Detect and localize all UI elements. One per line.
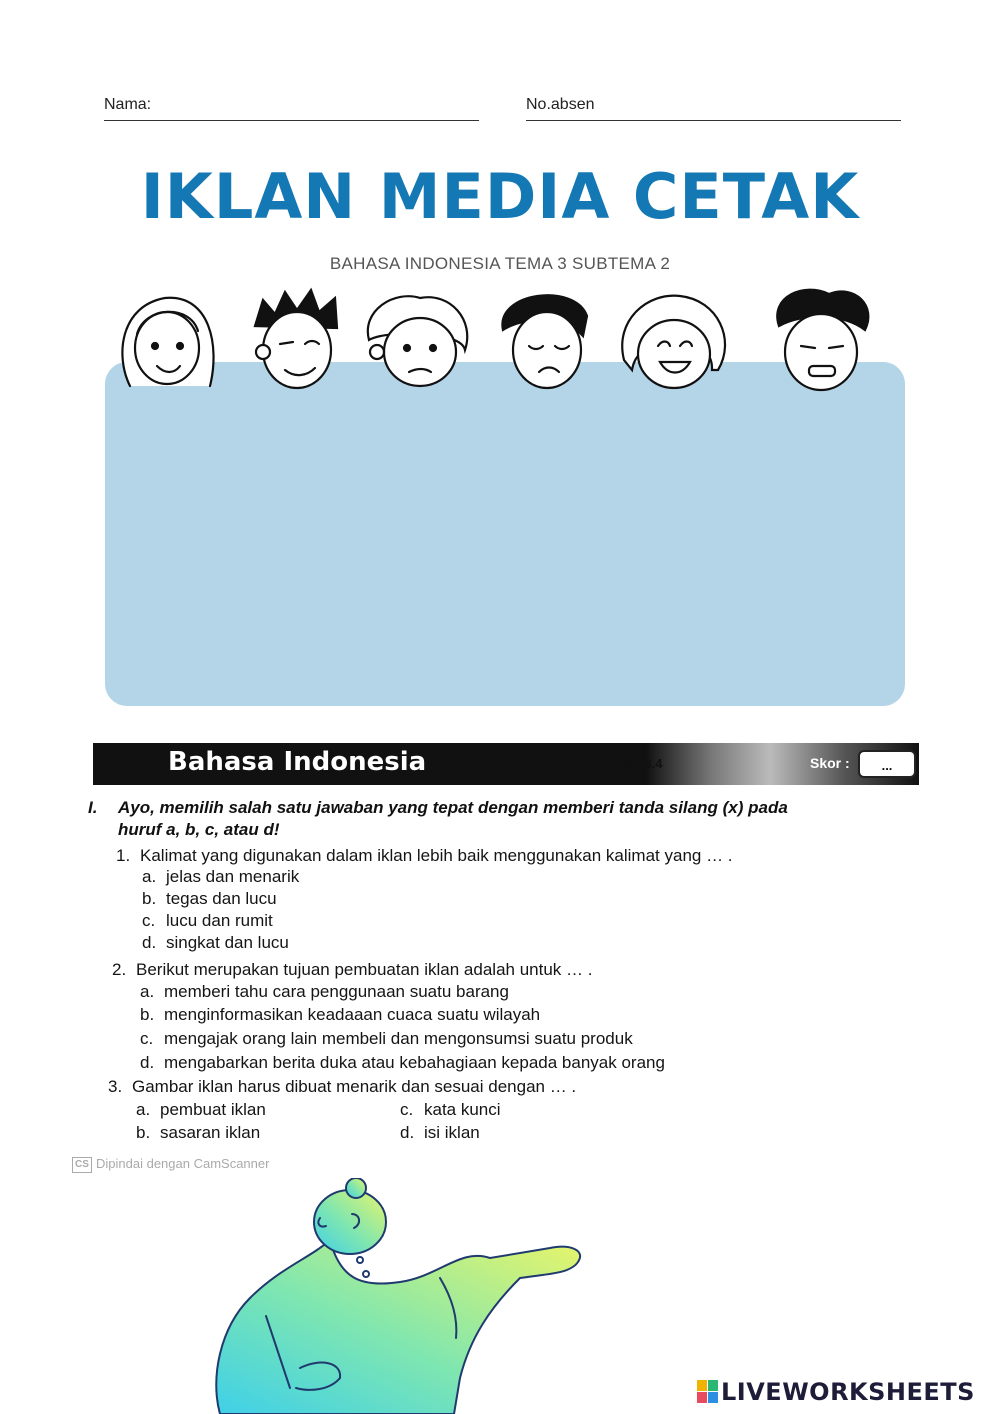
option-letter: c. [140,1029,154,1048]
liveworksheets-logo-icon [697,1380,719,1404]
option-3c[interactable] [400,1100,501,1120]
question-number: 3. [108,1077,123,1096]
face-6-icon [777,290,868,390]
option-letter: a. [136,1100,151,1119]
name-label: Nama: [104,96,152,113]
question-text: Kalimat yang digunakan dalam iklan lebih baik menggunakan kalimat yang … . [140,846,733,865]
face-4-icon [502,295,587,388]
option-letter: b. [140,1005,155,1024]
page-subtitle: BAHASA INDONESIA TEMA 3 SUBTEMA 2 [329,254,671,273]
brand-text: LIVEWORKSHEETS [721,1378,975,1406]
face-5-icon [622,296,725,388]
answer-drop-area[interactable] [105,362,905,706]
option-text: tegas dan lucu [166,889,277,908]
question-text: Gambar iklan harus dibuat menarik dan sesuai dengan … . [132,1077,577,1096]
option-text: singkat dan lucu [166,933,289,952]
kd-label: KD 3.4 [622,756,663,771]
option-3b[interactable] [136,1123,260,1143]
option-1a[interactable] [142,867,299,887]
option-text: sasaran iklan [160,1123,261,1142]
face-2-icon [255,290,337,388]
face-3-icon [368,296,467,386]
banner-title: Bahasa Indonesia [168,747,427,777]
absen-label: No.absen [526,96,595,113]
option-letter: d. [140,1053,155,1072]
option-text: menginformasikan keadaaan cuaca suatu wilayah [164,1005,541,1024]
option-2d[interactable] [140,1053,665,1073]
question-3 [108,1077,576,1097]
option-2c[interactable] [140,1029,633,1049]
option-letter: d. [400,1123,415,1142]
option-text: lucu dan rumit [166,911,273,930]
absen-field[interactable] [526,96,901,121]
option-1b[interactable] [142,889,277,909]
instruction-line-1: Ayo, memilih salah satu jawaban yang tepat dengan memberi tanda silang (x) pada [118,798,788,817]
option-1d[interactable] [142,933,289,953]
face-1-icon [122,298,213,386]
instruction-line-2: huruf a, b, c, atau d! [118,820,280,839]
option-letter: a. [140,982,155,1001]
option-letter: c. [142,911,156,930]
skor-box: ... [858,750,916,778]
scanner-watermark [72,1156,269,1173]
option-text: pembuat iklan [160,1100,266,1119]
question-text: Berikut merupakan tujuan pembuatan iklan adalah untuk … . [136,960,593,979]
option-letter: c. [400,1100,414,1119]
question-number: 1. [116,846,131,865]
option-text: jelas dan menarik [166,867,300,886]
page-title: IKLAN MEDIA CETAK [140,160,860,233]
skor-label: Skor : [810,755,850,771]
instruction [88,797,918,841]
presenter-illustration [190,1178,600,1414]
option-2b[interactable] [140,1005,540,1025]
faces-illustration [110,286,890,398]
option-text: isi iklan [424,1123,480,1142]
question-number: 2. [112,960,127,979]
question-2 [112,960,592,980]
option-text: kata kunci [424,1100,501,1119]
question-1 [116,846,733,866]
option-letter: b. [136,1123,151,1142]
option-letter: a. [142,867,157,886]
scanner-text: Dipindai dengan CamScanner [96,1156,270,1171]
option-letter: d. [142,933,157,952]
option-1c[interactable] [142,911,273,931]
option-text: mengajak orang lain membeli dan mengonsumsi suatu produk [164,1029,633,1048]
instruction-number: I. [88,798,98,817]
option-3a[interactable] [136,1100,266,1120]
option-letter: b. [142,889,157,908]
name-field[interactable] [104,96,479,121]
option-3d[interactable] [400,1123,480,1143]
camscanner-icon: CS [72,1157,92,1173]
option-text: mengabarkan berita duka atau kebahagiaan kepada banyak orang [164,1053,665,1072]
option-2a[interactable] [140,982,509,1002]
option-text: memberi tahu cara penggunaan suatu barang [164,982,509,1001]
